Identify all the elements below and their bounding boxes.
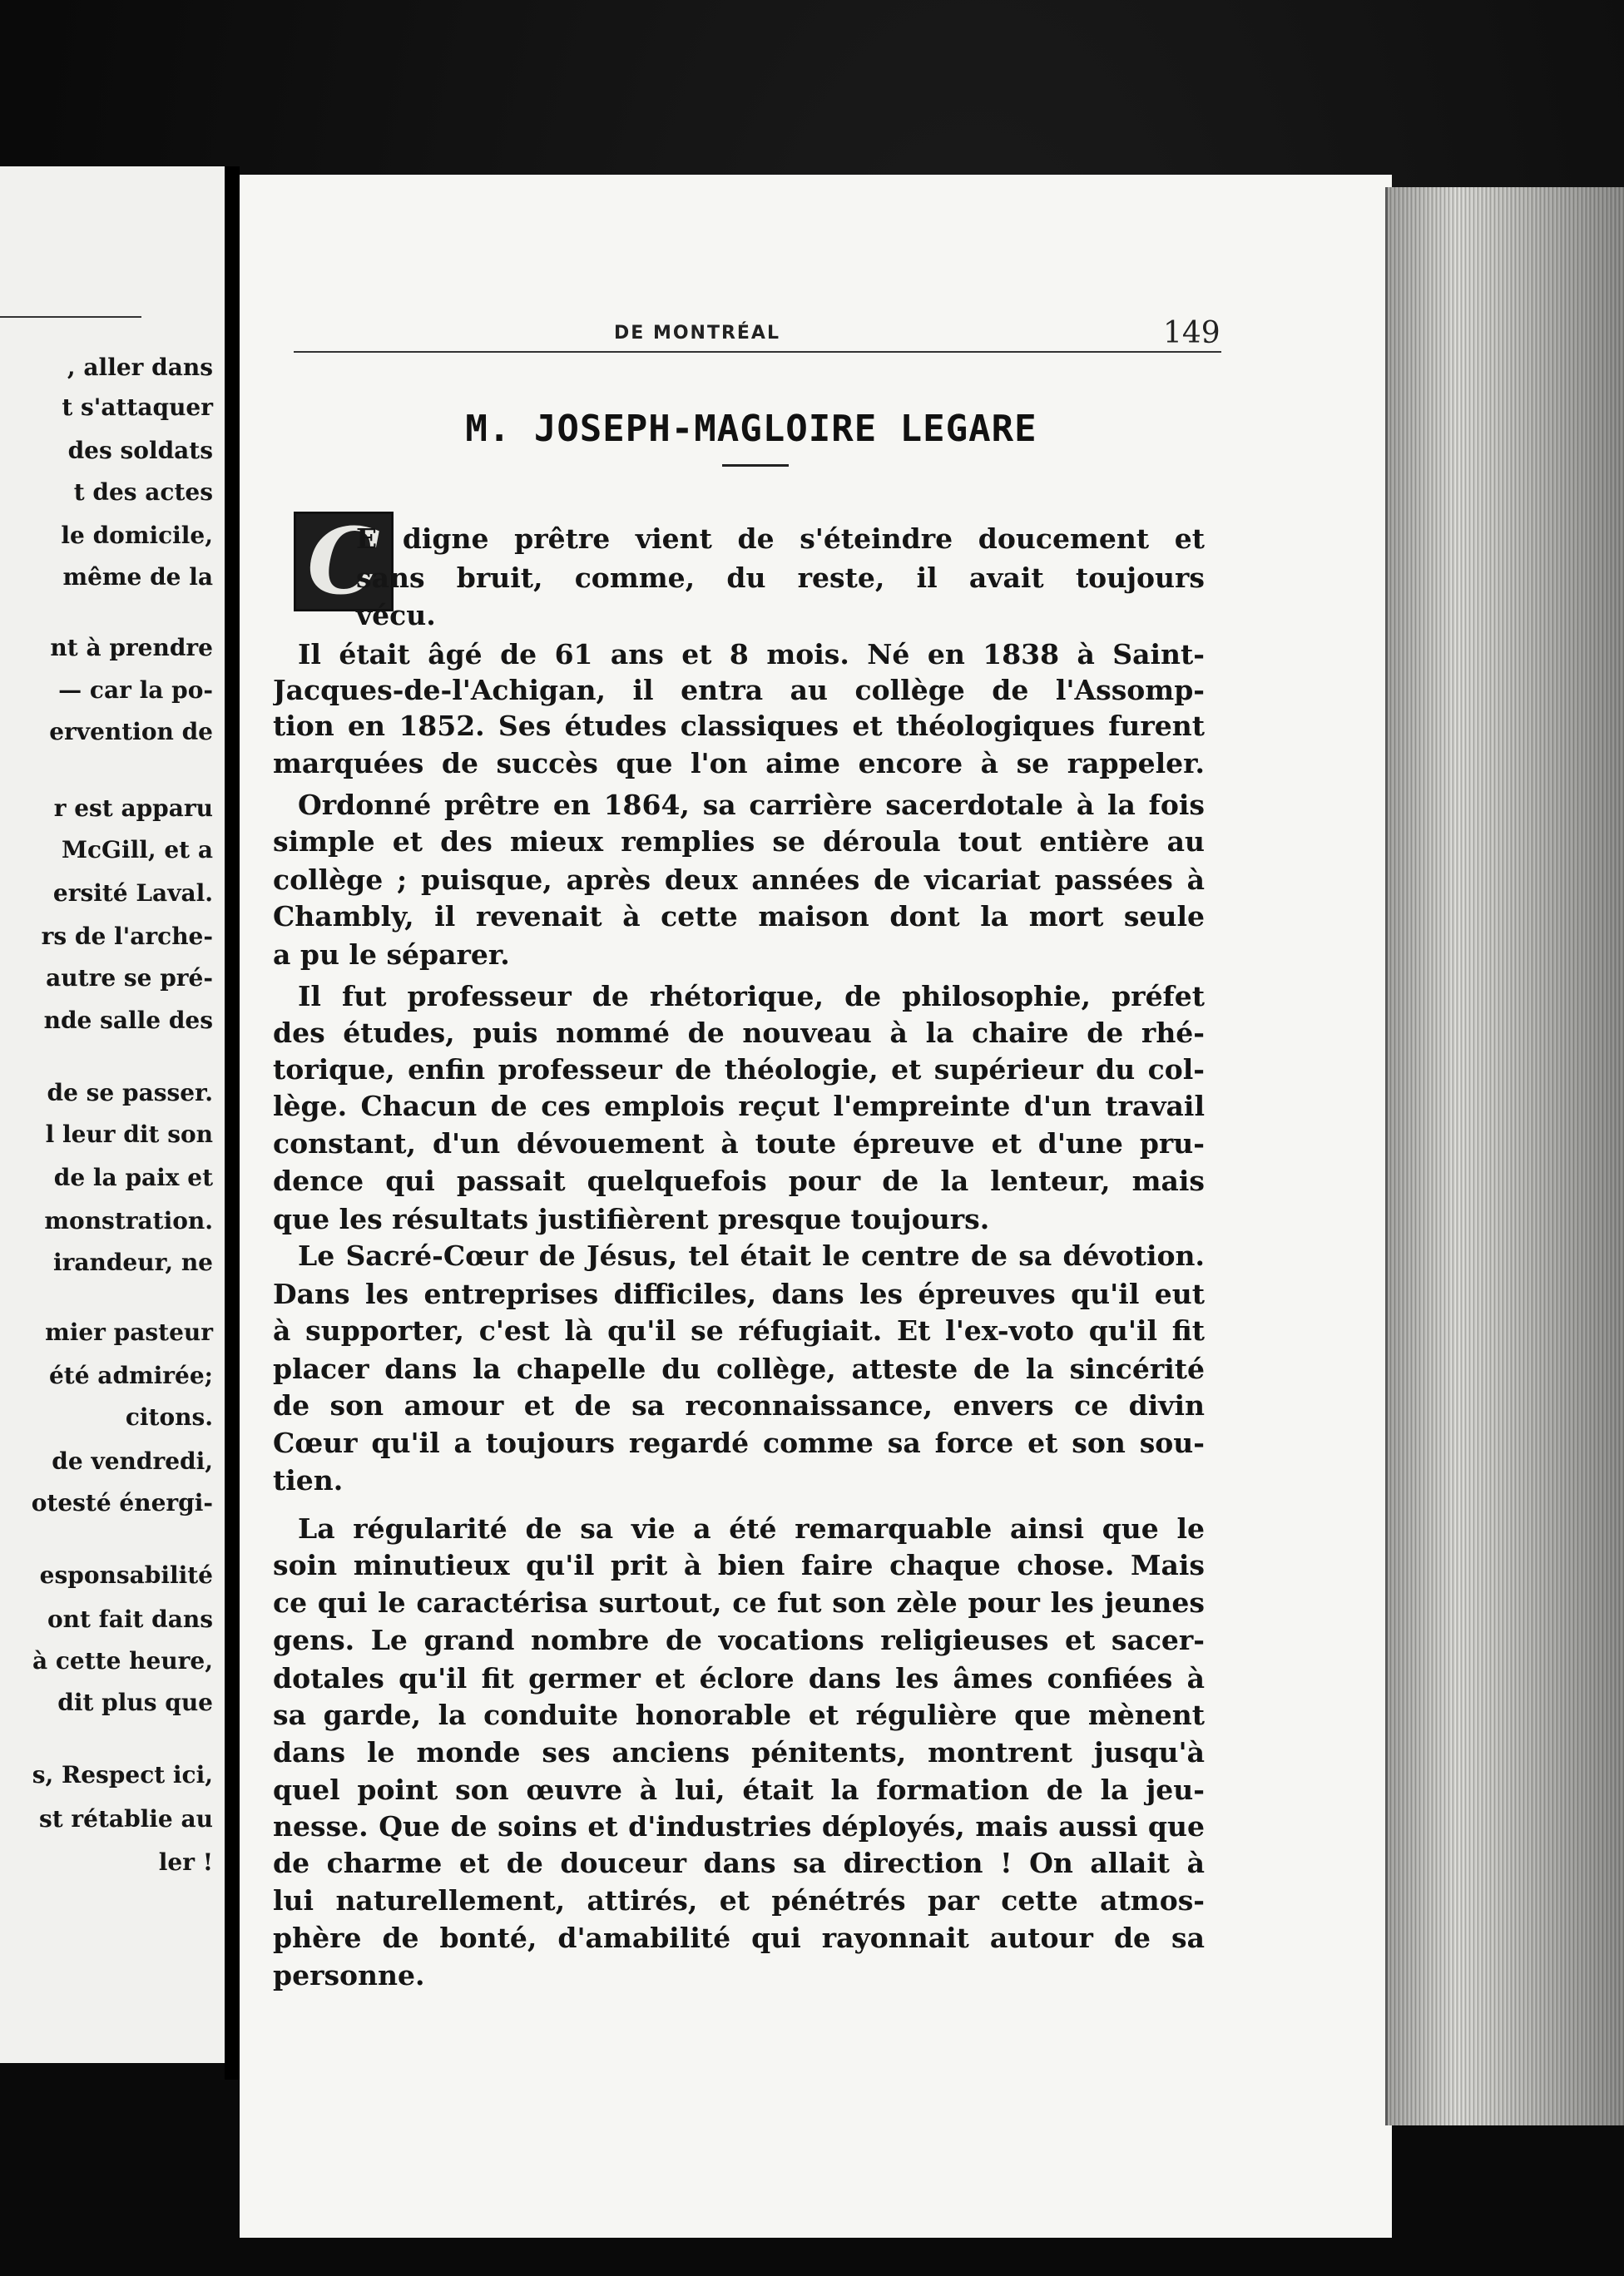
left-page-line: ler ! xyxy=(158,1848,213,1876)
left-page-line: esponsabilité xyxy=(39,1561,213,1589)
left-page-line: dit plus que xyxy=(57,1689,213,1716)
drop-cap-glyph: C xyxy=(307,507,380,615)
article-line: soin minutieux qu'il prit à bien faire chaque chose. Mais xyxy=(273,1549,1205,1581)
article-line: vécu. xyxy=(356,599,436,631)
article-line: Cœur qu'il a toujours regardé comme sa force et son sou- xyxy=(273,1427,1205,1459)
header-rule xyxy=(294,351,1221,353)
article-line: dotales qu'il fit germer et éclore dans les âmes confiées à xyxy=(273,1662,1205,1695)
article-line: dans le monde ses anciens pénitents, montrent jusqu'à xyxy=(273,1736,1205,1769)
running-head: DE MONTRÉAL xyxy=(614,323,780,344)
article-line: Dans les entreprises difficiles, dans les épreuves qu'il eut xyxy=(273,1278,1205,1310)
left-page-line: nde salle des xyxy=(43,1007,213,1034)
article-line: Le Sacré-Cœur de Jésus, tel était le centre de sa dévotion. xyxy=(298,1239,1205,1272)
article-line: ce qui le caractérisa surtout, ce fut son zèle pour les jeunes xyxy=(273,1586,1205,1619)
article-line: Il fut professeur de rhétorique, de philosophie, préfet xyxy=(298,980,1205,1012)
page-number: 149 xyxy=(1163,316,1220,350)
article-line: sans bruit, comme, du reste, il avait toujours xyxy=(356,562,1205,594)
left-page-line: monstration. xyxy=(44,1207,213,1234)
left-page-line: de la paix et xyxy=(53,1164,213,1191)
left-page-line: ersité Laval. xyxy=(52,879,213,907)
book-page-edges-shade xyxy=(1385,187,1624,2125)
article-line: dence qui passait quelquefois pour de la lenteur, mais xyxy=(273,1165,1205,1197)
article-line: des études, puis nommé de nouveau à la chaire de rhé- xyxy=(273,1017,1205,1049)
left-page-line: McGill, et a xyxy=(62,836,213,863)
right-page xyxy=(240,175,1392,2238)
left-page-line: t des actes xyxy=(73,478,213,506)
left-page-line: ont fait dans xyxy=(47,1606,213,1633)
left-page-line: nt à prendre xyxy=(50,634,213,661)
article-line: marquées de succès que l'on aime encore à se rappeler. xyxy=(273,747,1205,779)
article-line: gens. Le grand nombre de vocations religieuses et sacer- xyxy=(273,1624,1205,1656)
left-page-line: été admirée; xyxy=(48,1362,213,1389)
left-page-line: s, Respect ici, xyxy=(32,1761,213,1789)
article-line: Jacques-de-l'Achigan, il entra au collège de l'Assomp- xyxy=(273,674,1205,706)
left-page-line: rs de l'arche- xyxy=(41,923,213,950)
left-page-line: r est apparu xyxy=(53,794,213,822)
left-page xyxy=(0,166,228,2063)
left-page-line: ervention de xyxy=(49,718,213,745)
left-page-line: de vendredi, xyxy=(52,1447,213,1475)
article-line: à supporter, c'est là qu'il se réfugiait. Et l'ex-voto qu'il fit xyxy=(273,1314,1205,1347)
left-page-line: t s'attaquer xyxy=(62,393,213,421)
article-line: torique, enfin professeur de théologie, et supérieur du col- xyxy=(273,1053,1205,1086)
left-page-line: irandeur, ne xyxy=(52,1249,213,1276)
left-page-line: le domicile, xyxy=(61,522,213,549)
left-page-line: autre se pré- xyxy=(46,964,213,992)
article-line: de son amour et de sa reconnaissance, envers ce divin xyxy=(273,1389,1205,1422)
left-page-line: de se passer. xyxy=(47,1079,213,1106)
article-line: personne. xyxy=(273,1959,425,1992)
left-page-rule xyxy=(0,316,141,318)
article-line: lui naturellement, attirés, et pénétrés par cette atmos- xyxy=(273,1884,1205,1917)
left-page-line: citons. xyxy=(125,1403,213,1431)
article-line: quel point son œuvre à lui, était la formation de la jeu- xyxy=(273,1774,1205,1806)
title-rule xyxy=(722,464,789,467)
article-line: nesse. Que de soins et d'industries déployés, mais aussi que xyxy=(273,1810,1205,1843)
article-line: Chambly, il revenait à cette maison dont la mort seule xyxy=(273,900,1205,933)
left-page-line: à cette heure, xyxy=(32,1647,213,1675)
left-page-line: otesté énergi- xyxy=(31,1489,213,1517)
article-line: collège ; puisque, après deux années de vicariat passées à xyxy=(273,863,1205,896)
article-line: a pu le séparer. xyxy=(273,938,510,971)
article-line: Ordonné prêtre en 1864, sa carrière sacerdotale à la fois xyxy=(298,789,1205,821)
article-line: simple et des mieux remplies se déroula tout entière au xyxy=(273,825,1205,858)
article-line: de charme et de douceur dans sa direction ! On allait à xyxy=(273,1847,1205,1879)
article-line: sa garde, la conduite honorable et régulière que mènent xyxy=(273,1699,1205,1731)
article-line: tien. xyxy=(273,1464,344,1497)
article-line: constant, d'un dévouement à toute épreuve et d'une pru- xyxy=(273,1127,1205,1160)
article-line: La régularité de sa vie a été remarquable ainsi que le xyxy=(298,1512,1205,1545)
left-page-line: — car la po- xyxy=(58,676,213,704)
article-line: phère de bonté, d'amabilité qui rayonnait autour de sa xyxy=(273,1922,1205,1954)
article-line: placer dans la chapelle du collège, atteste de la sincérité xyxy=(273,1353,1205,1385)
article-line: tion en 1852. Ses études classiques et théologiques furent xyxy=(273,710,1205,742)
left-page-line: , aller dans xyxy=(67,354,213,381)
article-line: E digne prêtre vient de s'éteindre doucement et xyxy=(356,522,1205,555)
article-line: lège. Chacun de ces emplois reçut l'empreinte d'un travail xyxy=(273,1090,1205,1122)
book-gutter xyxy=(225,166,240,2080)
article-line: Il était âgé de 61 ans et 8 mois. Né en 1838 à Saint- xyxy=(298,638,1205,670)
left-page-line: même de la xyxy=(62,563,213,591)
article-title: M. JOSEPH-MAGLOIRE LEGARE xyxy=(465,408,1037,450)
left-page-line: mier pasteur xyxy=(45,1319,213,1346)
left-page-line: l leur dit son xyxy=(45,1121,213,1148)
left-page-line: st rétablie au xyxy=(38,1805,213,1833)
left-page-line: des soldats xyxy=(67,437,213,464)
article-line: que les résultats justifièrent presque toujours. xyxy=(273,1203,990,1235)
